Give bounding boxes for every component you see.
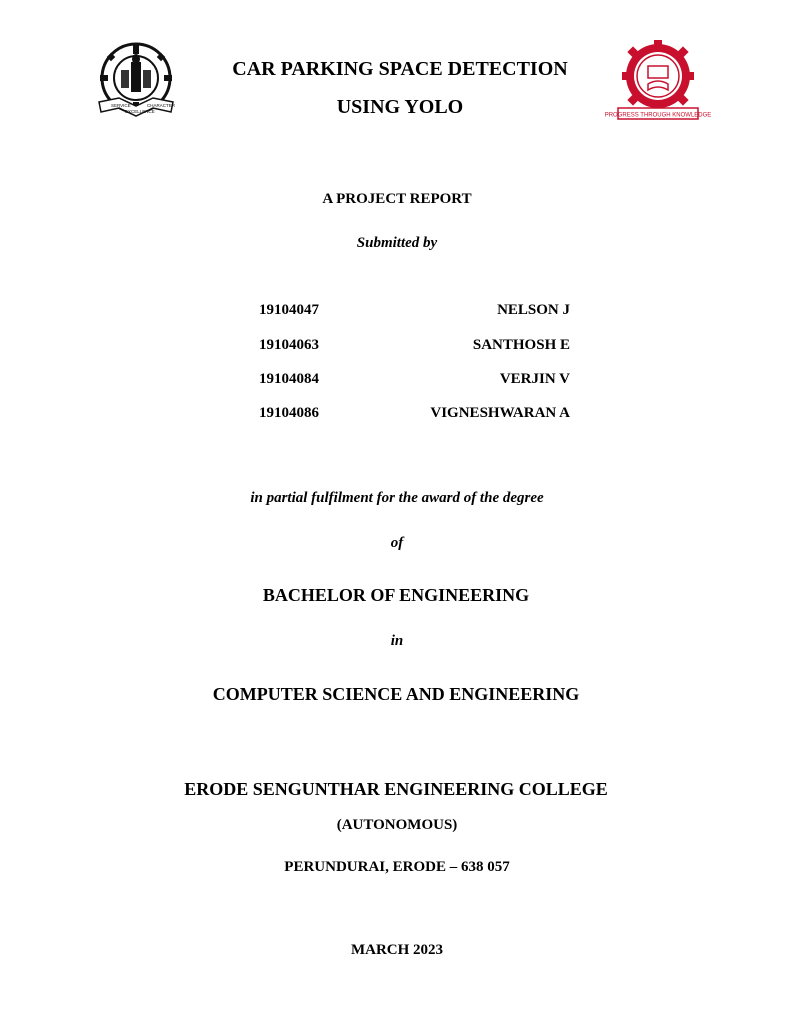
fulfilment-statement: in partial fulfilment for the award of the degree: [250, 490, 544, 506]
submitted-by: Submitted by: [356, 235, 438, 251]
degree-name: BACHELOR OF ENGINEERING: [262, 585, 530, 605]
student-roll: 19104063: [259, 337, 319, 353]
report-title-line1: CAR PARKING SPACE DETECTION: [232, 58, 568, 80]
report-date: MARCH 2023: [350, 942, 444, 958]
svg-text:CHARACTER: CHARACTER: [147, 103, 176, 108]
autonomous-label: (AUTONOMOUS): [336, 817, 458, 833]
college-name: ERODE SENGUNTHAR ENGINEERING COLLEGE: [184, 779, 608, 799]
report-type: A PROJECT REPORT: [322, 191, 472, 207]
branch-name: COMPUTER SCIENCE AND ENGINEERING: [212, 684, 580, 704]
student-name: SANTHOSH E: [472, 337, 570, 353]
in-label: in: [390, 633, 404, 649]
svg-text:PROGRESS THROUGH KNOWLEDGE: PROGRESS THROUGH KNOWLEDGE: [604, 112, 712, 119]
student-roll: 19104084: [259, 371, 319, 387]
student-roll: 19104086: [259, 405, 319, 421]
student-name: VIGNESHWARAN A: [430, 405, 570, 421]
svg-text:SERVICE: SERVICE: [111, 103, 131, 108]
student-name: VERJIN V: [499, 371, 570, 387]
of-label: of: [390, 535, 404, 551]
college-address: PERUNDURAI, ERODE – 638 057: [284, 859, 510, 875]
student-roll: 19104047: [259, 302, 319, 318]
student-name: NELSON J: [497, 302, 570, 318]
svg-text:EXCELLENCE: EXCELLENCE: [125, 109, 155, 114]
report-title-line2: USING YOLO: [336, 96, 464, 118]
